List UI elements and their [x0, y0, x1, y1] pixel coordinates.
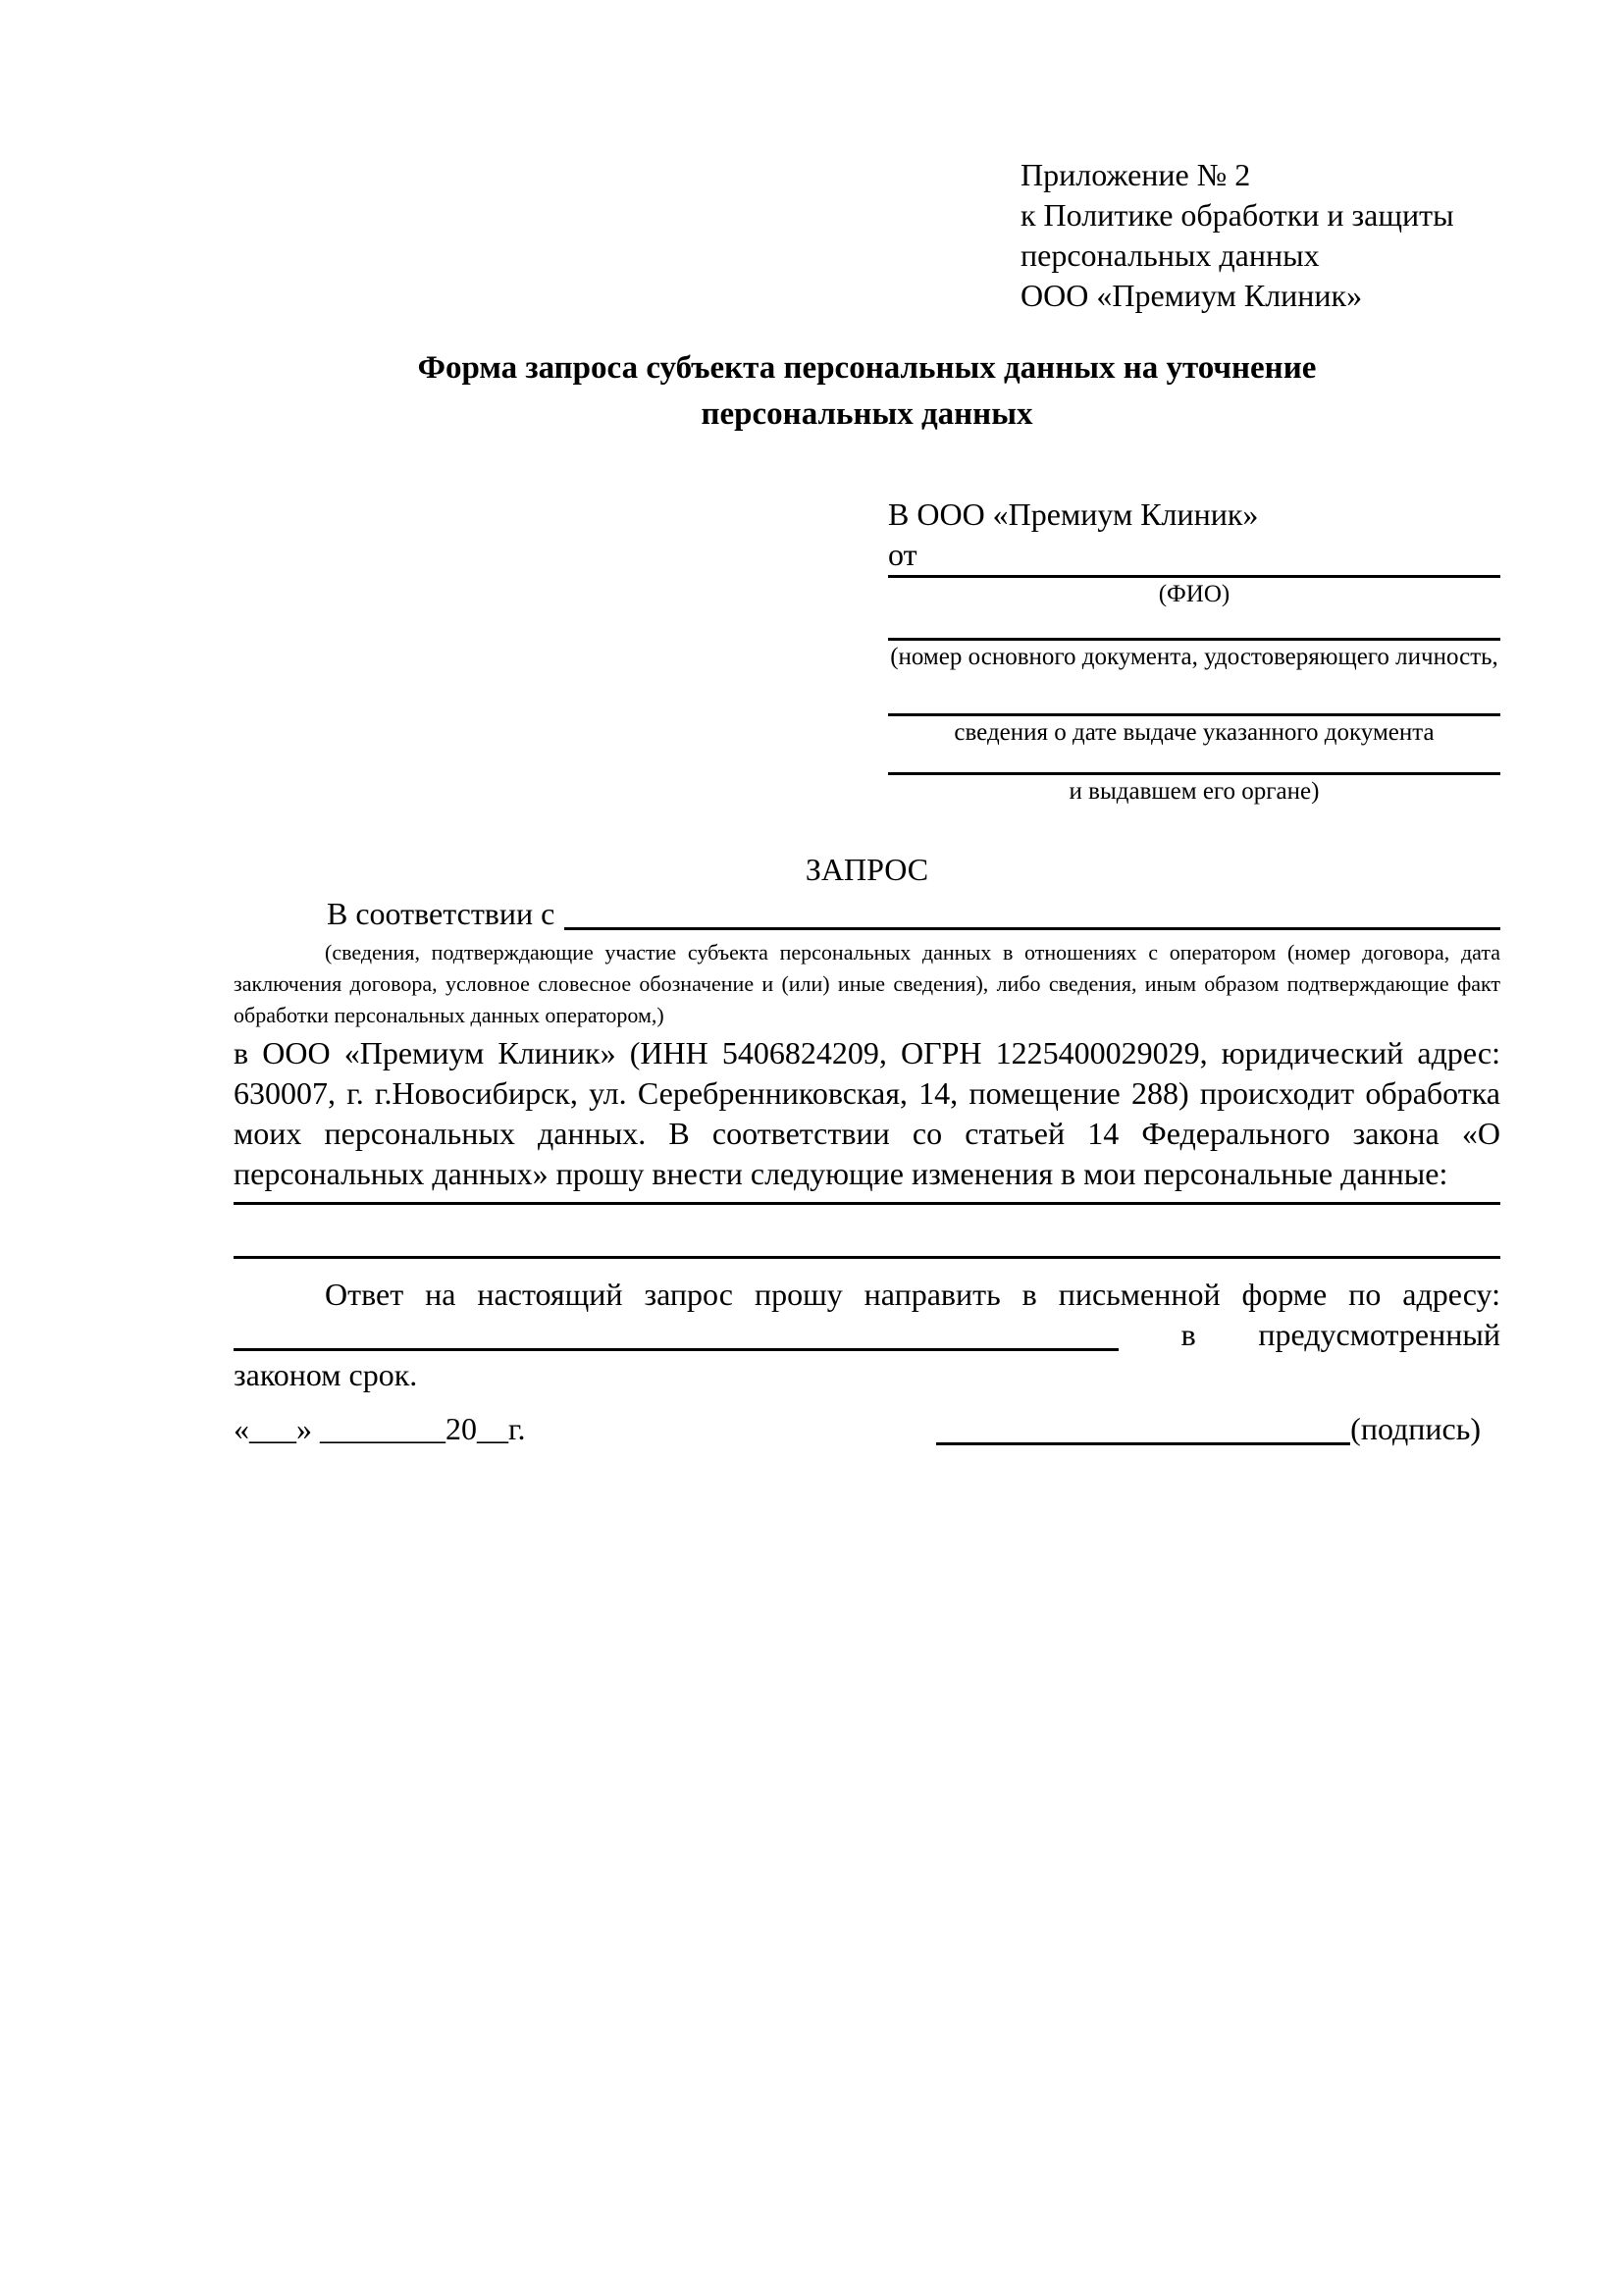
reply-line-2 — [234, 1315, 1500, 1355]
request-heading: ЗАПРОС — [805, 852, 929, 887]
footnote: (сведения, подтверждающие участие субъекта персональных данных в отношениях с оператором (номер договора, дата заключения договора, условное словесное обозначение и (или) иные сведения), либо сведения, иным образом подтверждающие факт обработки персональных данных оператором,) — [234, 940, 1500, 1027]
issue-org-caption: и выдавшем его органе) — [1069, 778, 1320, 805]
signature-row — [234, 1409, 1500, 1449]
fio-caption: (ФИО) — [1158, 581, 1230, 607]
reply-word-2: предусмотренный — [1258, 1317, 1500, 1352]
issue-date-blank-line — [888, 713, 1500, 716]
reply-word-1: в — [1180, 1317, 1196, 1352]
doc-number-caption: (номер основного документа, удостоверяющего личность, — [890, 644, 1498, 670]
addressee-from-label: от — [888, 537, 917, 572]
changes-blank-line-1 — [234, 1202, 1500, 1205]
addressee-block — [888, 495, 1500, 807]
addressee-to: В ООО «Премиум Клиник» — [888, 496, 1259, 532]
doc-number-blank-line — [888, 638, 1500, 641]
appendix-line-4: ООО «Премиум Клиник» — [1021, 278, 1363, 313]
signature-blank-line — [936, 1409, 1350, 1445]
body-paragraph: в ООО «Премиум Клиник» (ИНН 5406824209, ОГРН 1225400029029, юридический адрес: 630007, г. г.Новосибирск, ул. Серебренниковская, 14, помещение 288) происходит обработка моих персональных данных. В соответствии со статьей 14 Федерального закона «О персональных данных» прошу внести следующие изменения в мои персональные данные: — [234, 1035, 1500, 1191]
reply-line-1: Ответ на настоящий запрос прошу направить в письменной форме по адресу: — [325, 1277, 1500, 1312]
lead-text: В соответствии с — [327, 896, 555, 931]
date-blank: «___» ________20__г. — [234, 1411, 526, 1446]
lead-paragraph — [234, 894, 1500, 934]
appendix-line-3: персональных данных — [1021, 237, 1320, 273]
signature-caption: (подпись) — [1350, 1411, 1481, 1446]
changes-blank-line-2 — [234, 1256, 1500, 1259]
reply-line-3: законом срок. — [234, 1357, 418, 1392]
fio-blank-line — [888, 575, 1500, 578]
issue-org-blank-line — [888, 772, 1500, 775]
appendix-line-2: к Политике обработки и защиты — [1021, 197, 1454, 233]
appendix-block — [1021, 155, 1500, 316]
issue-date-caption: сведения о дате выдаче указанного документа — [954, 719, 1435, 746]
appendix-line-1: Приложение № 2 — [1021, 157, 1251, 192]
document-title: Форма запроса субъекта персональных данных на уточнение персональных данных — [417, 350, 1317, 432]
basis-blank-line — [564, 894, 1500, 930]
reply-address-blank-line — [234, 1315, 1119, 1351]
